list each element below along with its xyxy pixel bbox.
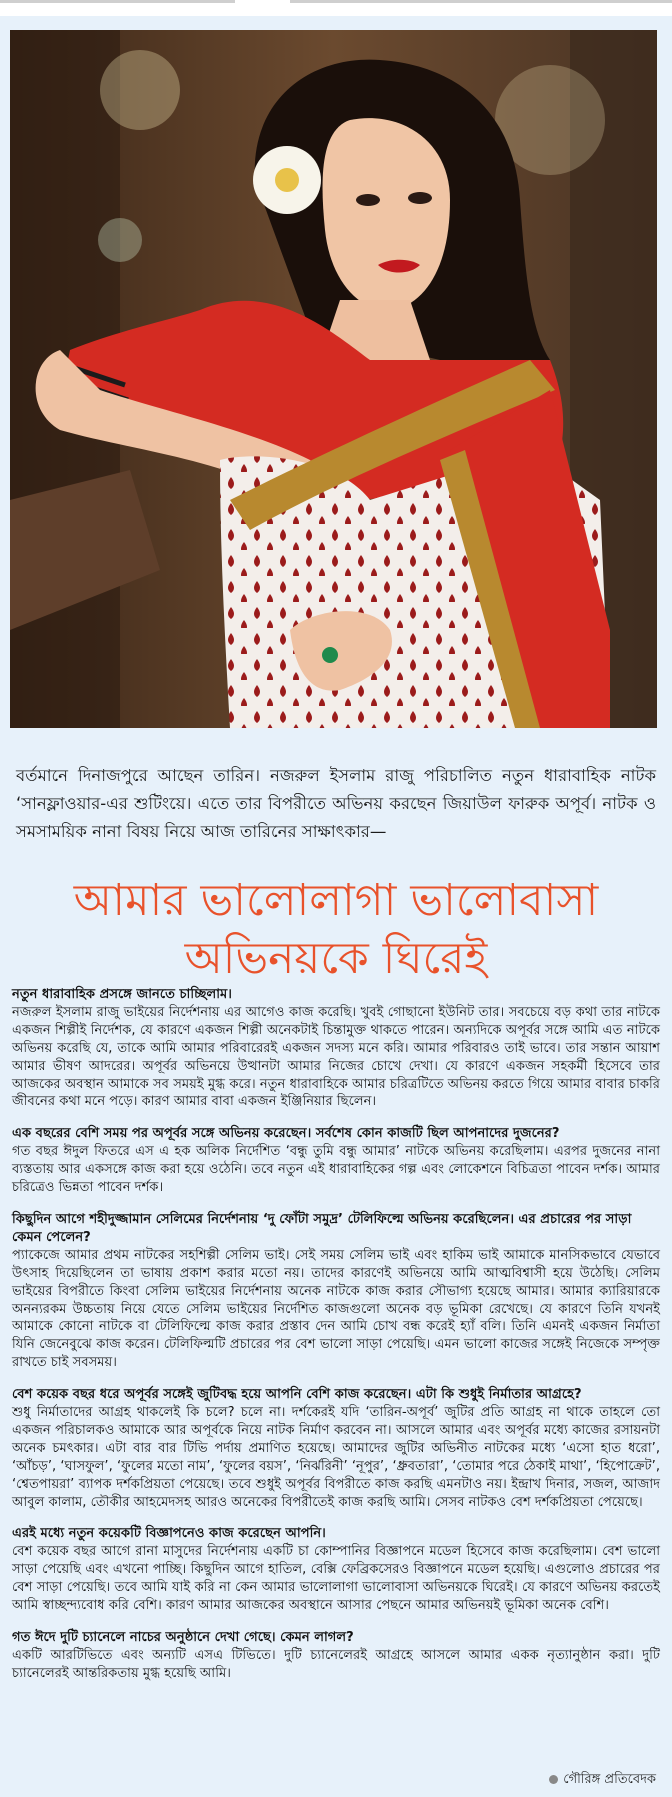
interview-body xyxy=(12,986,660,1697)
answer-3: প্যাকেজে আমার প্রথম নাটকের সহশিল্পী সেলিম ভাই। সেই সময় সেলিম ভাই এবং হাকিম ভাই আমাকে মানসিকভাবে যেভাবে উৎসাহ দিয়েছিলেন তা ভাষায় প্রকাশ করার মতো নয়। তাদের কারণেই অভিনয়ে আমি আত্মবিশ্বাসী হয়ে উঠেছি। সেলিম ভাইয়ের বিপরীতে কিংবা সেলিম ভাইয়ের নির্দেশনায় অনেক নাটকে কাজ করার সৌভাগ্য হয়েছে আমার। আমার ক্যারিয়ারকে অনন্যরকম উচ্চতায় নিয়ে যেতে সেলিম ভাইয়ের নির্দেশিত কাজগুলো অনেক বড় ভূমিকা রেখেছে। যে কারণে তিনি যখনই আমাকে কোনো নাটকে বা টেলিফিল্মে কাজ করার প্রস্তাব দেন আমি চোখ বন্ধ করেই হ্যাঁ বলি। তিনি এমনই একজন নির্মাতা যিনি জেনেবুঝে কাজ করেন। টেলিফিল্মটি প্রচারের পর বেশ ভালো সাড়া পেয়েছি। এমন ভালো কাজের সঙ্গেই নিজেকে সম্পৃক্ত রাখতে চাই সবসময়। xyxy=(12,1247,660,1371)
byline xyxy=(543,1770,656,1791)
portrait-illustration xyxy=(10,30,657,728)
question-6: গত ঈদে দুটি চ্যানেলে নাচের অনুষ্ঠানে দেখা গেছে। কেমন লাগল? xyxy=(12,1630,354,1645)
question-5: এরই মধ্যে নতুন কয়েকটি বিজ্ঞাপনেও কাজ করেছেন আপনি। xyxy=(12,1526,326,1542)
bullet-icon xyxy=(549,1775,558,1784)
intro-paragraph: বর্তমানে দিনাজপুরে আছেন তারিন। নজরুল ইসলাম রাজু পরিচালিত নতুন ধারাবাহিক নাটক ‘সানফ্লাওয়ার-এর শুটিংয়ে। এতে তার বিপরীতে অভিনয় করছেন জিয়াউল ফারুক অপূর্ব। নাটক ও সমসাময়িক নানা বিষয় নিয়ে আজ তারিনের সাক্ষাৎকার— xyxy=(16,765,656,841)
answer-4: শুধু নির্মাতাদের আগ্রহ থাকলেই কি চলে? চলে না। দর্শকেরই যদি ‘তারিন-অপূর্ব’ জুটির প্রতি আগ্রহ না থাকে তাহলে তো একজন পরিচালকও আমাকে আর অপূর্বকে নিয়ে নাটক নির্মাণ করবেন না। আসলে আমার এবং অপূর্বর মধ্যে কাজের রসায়নটা অনেক চমৎকার। এটা বার বার টিভি পর্দায় প্রমাণিত হয়েছে। আমাদের জুটির অভিনীত নাটকের মধ্যে ‘এসো হাত ধরো’, ‘আঁচড়’, ‘ঘাসফুল’, ‘ফুলের মতো নাম’, ‘ফুলের বয়স’, ‘নির্ঝরিনী’ ‘নূপুর’, ‘ধ্রুবতারা’, ‘তোমার পরে ঠেকাই মাথা’, ‘হিপোক্রেট’, ‘শ্বেতপায়রা’ ব্যাপক দর্শকপ্রিয়তা পেয়েছে। তবে শুধুই অপূর্বর বিপরীতে কাজ করছি এমনটাও নয়। ইন্দ্রাখ দিনার, সজল, আজাদ আবুল কালাম, তৌকীর আহমেদসহ আরও অনেকের বিপরীতেই কাজ করছি আমি। সেসব নাটকও বেশ দর্শকপ্রিয়তা পেয়েছে। xyxy=(12,1405,660,1510)
question-4: বেশ কয়েক বছর ধরে অপূর্বর সঙ্গেই জুটিবদ্ধ হয়ে আপনি বেশি কাজ করেছেন। এটা কি শুধুই নির্মাতার আগ্রহে? xyxy=(12,1387,582,1403)
question-2: এক বছরের বেশি সময় পর অপূর্বর সঙ্গে অভিনয় করেছেন। সর্বশেষ কোন কাজটি ছিল আপনাদের দুজনের? xyxy=(12,1126,560,1142)
portrait-photo xyxy=(10,30,657,728)
answer-2: গত বছর ঈদুল ফিতরে এস এ হক অলিক নির্দেশিত ‘বন্ধু তুমি বন্ধু আমার’ নাটকে অভিনয় করেছিলাম। এরপর দুজনের নানা ব্যস্ততায় আর একসঙ্গে কাজ করা হয়ে ওঠেনি। তবে নতুন এই ধারাবাহিকের গল্প এবং লোকেশনে বিচিত্রতা পাবেন দর্শক। আমার চরিত্রেও ভিন্নতা পাবেন দর্শক। xyxy=(12,1144,660,1196)
answer-1: নজরুল ইসলাম রাজু ভাইয়ের নির্দেশনায় এর আগেও কাজ করেছি। খুবই গোছানো ইউনিট তার। সবচেয়ে বড় কথা তার নাটকে একজন শিল্পীই নির্দেশক, যে কারণে একজন শিল্পী অনেকটাই চিন্তামুক্ত থাকতে পারেন। অন্যদিকে অপূর্বর সঙ্গে আমি এত নাটকে অভিনয় করেছি যে, তাকে আমি আমার পরিবারেরই একজন সদস্য মনে করি। আমার পরিবারও তাই ভাবে। তার সন্তান আয়াশ আমার ভীষণ আদরের। অপূর্বর অভিনয়ে উত্থানটা আমার নিজের চোখে দেখা। যে কারণে একজন সহকর্মী হিসেবে তার আজকের অবস্থান আমাকে সব সময়ই মুগ্ধ করে। নতুন ধারাবাহিকে আমার চরিত্রটিতে অভিনয় করতে গিয়ে আমার বাবার চাকরি জীবনের কথা মনে পড়ে। কারণ আমার বাবা একজন ইঞ্জিনিয়ার ছিলেন। xyxy=(12,1004,660,1110)
answer-5: বেশ কয়েক বছর আগে রানা মাসুদের নির্দেশনায় একটি চা কোম্পানির বিজ্ঞাপনে মডেল হিসেবে কাজ করেছিলাম। বেশ ভালো সাড়া পেয়েছি এবং এখনো পাচ্ছি। কিছুদিন আগে হাতিল, বেক্সি ফেব্রিকসেরও বিজ্ঞাপনে মডেল হয়েছি। এগুলোও প্রচারের পর বেশ সাড়া পেয়েছি। তবে আমি যাই করি না কেন আমার ভালোলাগা ভালোবাসা অভিনয়কে ঘিরেই। যে কারণে অভিনয় করতেই আমি স্বাচ্ছন্দ্যবোধ করি বেশি। কারণ আমার আজকের অবস্থানে আসার পেছনে আমার অভিনয়ই ভূমিকা অনেক বেশি। xyxy=(12,1544,660,1614)
headline-line-1: আমার ভালোলাগা ভালোবাসা xyxy=(73,875,599,927)
top-rule-right xyxy=(290,0,672,3)
headline-line-2: অভিনয়কে ঘিরেই xyxy=(184,933,488,985)
question-3: কিছুদিন আগে শহীদুজ্জামান সেলিমের নির্দেশনায় ‘দু ফোঁটা সমুদ্র’ টেলিফিল্মে অভিনয় করেছিলেন। এর প্রচারের পর সাড়া কেমন পেলেন? xyxy=(12,1211,632,1245)
headline xyxy=(16,872,656,988)
byline-text: গৌরিঙ্গ প্রতিবেদক xyxy=(563,1772,656,1787)
question-1: নতুন ধারাবাহিক প্রসঙ্গে জানতে চাচ্ছিলাম। xyxy=(12,987,232,1002)
answer-6: একটি আরটিভিতে এবং অন্যটি এসএ টিভিতে। দুটি চ্যানেলেরই আগ্রহে আসলে আমার একক নৃত্যানুষ্ঠান করা। দুটি চ্যানেলেরই আন্তরিকতায় মুগ্ধ হয়েছি আমি। xyxy=(12,1647,660,1681)
top-rule-left xyxy=(0,0,235,3)
